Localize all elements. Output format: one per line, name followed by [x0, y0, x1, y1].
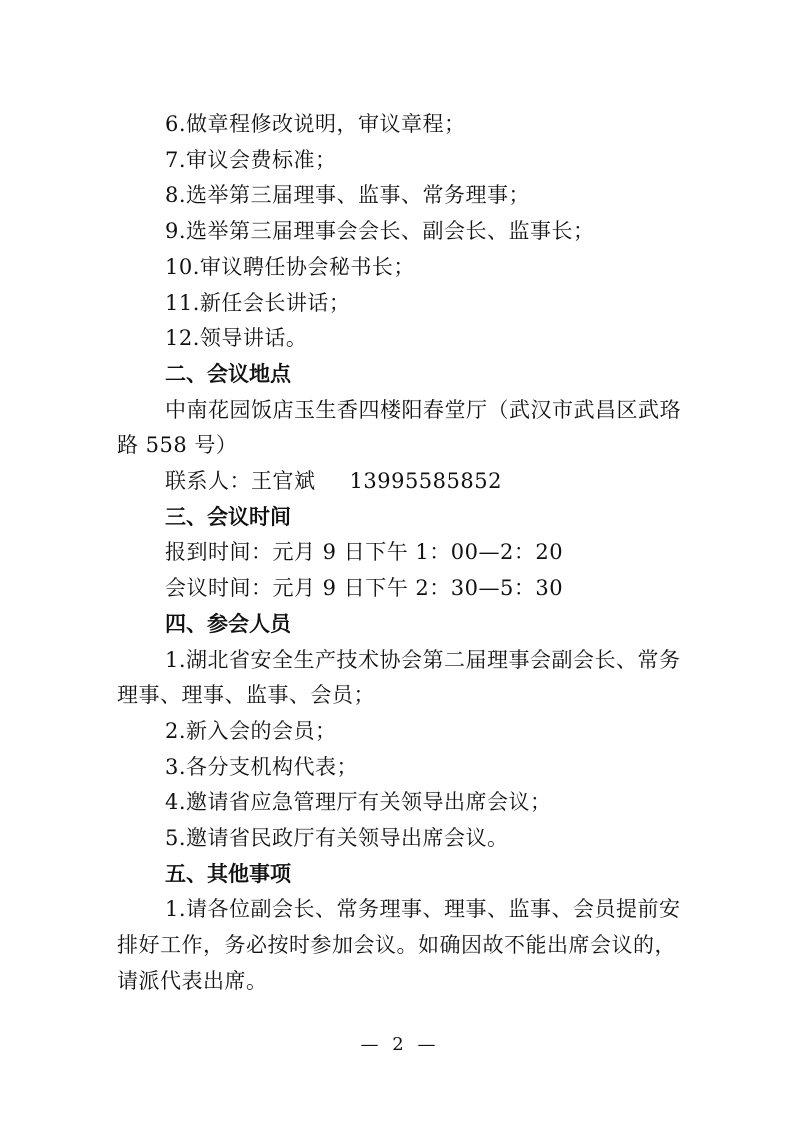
attendee-item-4: 4.邀请省应急管理厅有关领导出席会议； — [165, 790, 552, 815]
agenda-item-12: 12.领导讲话。 — [165, 326, 308, 351]
document-body — [117, 107, 697, 1000]
venue-line-2: 路 558 号） — [117, 433, 238, 458]
attendee-item-5: 5.邀请省民政厅有关领导出席会议。 — [165, 826, 509, 851]
other-item-1-line-2: 排好工作，务必按时参加会议。如确因故不能出席会议的， — [117, 933, 676, 958]
attendee-item-2: 2.新入会的会员； — [165, 718, 337, 743]
contact-phone: 13995585852 — [349, 469, 502, 494]
venue-line-1: 中南花园饭店玉生香四楼阳春堂厅（武汉市武昌区武珞 — [165, 397, 681, 422]
agenda-item-9: 9.选举第三届理事会会长、副会长、监事长； — [165, 219, 595, 244]
other-item-1-line-3: 请派代表出席。 — [117, 968, 268, 993]
attendee-item-1-line-2: 理事、理事、监事、会员； — [117, 683, 375, 708]
section-heading-attendees: 四、参会人员 — [165, 611, 291, 636]
registration-time: 报到时间：元月 9 日下午 1：00—2：20 — [165, 540, 564, 565]
attendee-item-1-line-1: 1.湖北省安全生产技术协会第二届理事会副会长、常务 — [165, 647, 681, 672]
agenda-item-8: 8.选举第三届理事、监事、常务理事； — [165, 183, 531, 208]
agenda-item-7: 7.审议会费标准； — [165, 147, 337, 172]
agenda-item-10: 10.审议聘任协会秘书长； — [165, 254, 415, 279]
page-number: — 2 — — [360, 1034, 440, 1055]
other-item-1-line-1: 1.请各位副会长、常务理事、理事、监事、会员提前安 — [165, 897, 681, 922]
agenda-item-6: 6.做章程修改说明，审议章程； — [165, 112, 466, 136]
agenda-item-11: 11.新任会长讲话； — [165, 290, 351, 315]
contact-label: 联系人：王官斌 — [165, 469, 316, 494]
attendee-item-3: 3.各分支机构代表； — [165, 754, 359, 779]
section-heading-time: 三、会议时间 — [165, 504, 291, 529]
meeting-time: 会议时间：元月 9 日下午 2：30—5：30 — [165, 576, 564, 601]
section-heading-other: 五、其他事项 — [165, 861, 291, 886]
section-heading-venue: 二、会议地点 — [165, 361, 291, 386]
contact-line — [117, 464, 697, 500]
